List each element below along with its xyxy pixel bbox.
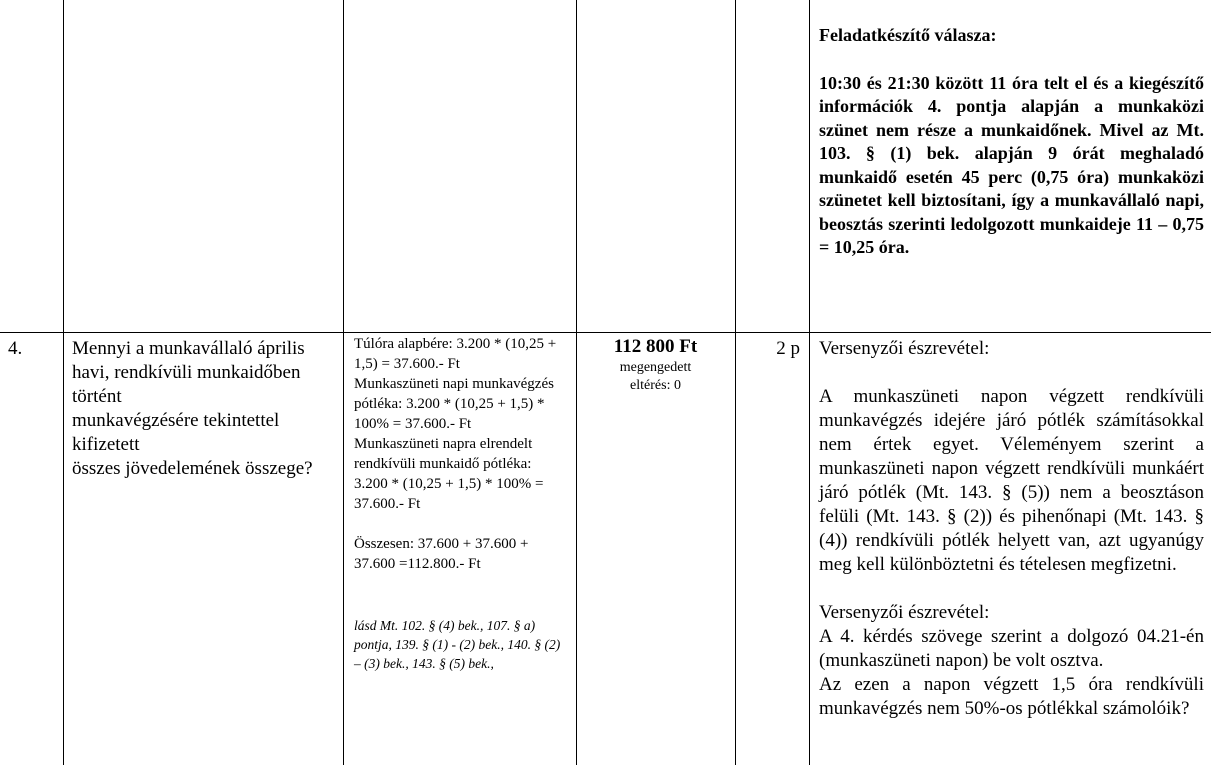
answer-body: 10:30 és 21:30 között 11 óra telt el és a kiegészítő információk 4. pontja alapján a munkaközi szünet nem része a munkaidőnek. Mivel az Mt. 103. § (1) bek. alapján 9 órát meghaladó munkaidő esetén 45 perc (0,75 óra) munkaközi szünetet kell biztosítani, így a munkavállaló napi, beosztás szerinti ledolgozott munkaideje 11 – 0,75 = 10,25 óra. <box>819 72 1204 257</box>
answer-title: Feladatkészítő válasza: <box>819 25 997 45</box>
row-number: 4. <box>8 338 23 359</box>
calc-overtime-base: Túlóra alapbére: 3.200 * (10,25 + 1,5) = 37.600.- Ft <box>354 336 557 372</box>
calc-holiday-work-bonus: Munkaszüneti napi munkavégzés pótléka: 3.200 * (10,25 + 1,5) * 100% = 37.600.- Ft <box>354 376 554 432</box>
points-value: 2 p <box>776 338 800 359</box>
calc-holiday-overtime-bonus: Munkaszüneti napra elrendelt rendkívüli munkaidő pótléka: 3.200 * (10,25 + 1,5) * 100% = 37.600.- Ft <box>354 436 544 512</box>
calc-legal-reference: lásd Mt. 102. § (4) bek., 107. § a) pontja, 139. § (1) - (2) bek., 140. § (2) – (3) bek., 143. § (5) bek., <box>354 618 561 671</box>
question-line-2: munkavégzésére tekintettel kifizetett <box>72 410 280 455</box>
comment-2-title: Versenyzői észrevétel: <box>819 602 990 623</box>
table-border-col-2 <box>343 0 344 765</box>
answer-cell <box>819 24 1204 260</box>
question-line-1: Mennyi a munkavállaló április havi, rendkívüli munkaidőben történt <box>72 338 305 407</box>
question-line-3: összes jövedelemének összege? <box>72 458 313 479</box>
calculation-cell <box>354 334 568 673</box>
comments-cell <box>819 337 1204 721</box>
comment-2-line-2: Az ezen a napon végzett 1,5 óra rendkívüli munkavégzés nem 50%-os pótlékkal számolóik? <box>819 674 1204 719</box>
comment-2-line-1: A 4. kérdés szövege szerint a dolgozó 04.21-én (munkaszüneti napon) be volt osztva. <box>819 626 1204 671</box>
table-border-col-3 <box>576 0 577 765</box>
result-amount: 112 800 Ft <box>613 336 698 357</box>
result-tolerance: megengedett eltérés: 0 <box>619 360 692 393</box>
question-cell <box>72 337 334 481</box>
table-border-col-1 <box>63 0 64 765</box>
calc-total: Összesen: 37.600 + 37.600 + 37.600 =112.800.- Ft <box>354 536 529 572</box>
table-border-col-5 <box>809 0 810 765</box>
table-border-col-4 <box>735 0 736 765</box>
table-row-border <box>0 332 1211 333</box>
comment-1-body: A munkaszüneti napon végzett rendkívüli munkavégzés idejére járó pótlék számításokkal nem értek egyet. Véleményem szerint a munkaszüneti napon végzett rendkívüli munkáért járó pótlék (Mt. 143. § (5)) nem a beosztáson felüli (Mt. 143. § (2)) és pihenőnapi (Mt. 143. § (4)) rendkívüli pótlék helyett van, azt ugyanúgy meg kell különböztetni és tételesen megfizetni. <box>819 386 1204 575</box>
comment-1-title: Versenyzői észrevétel: <box>819 338 990 359</box>
result-cell <box>580 335 731 395</box>
